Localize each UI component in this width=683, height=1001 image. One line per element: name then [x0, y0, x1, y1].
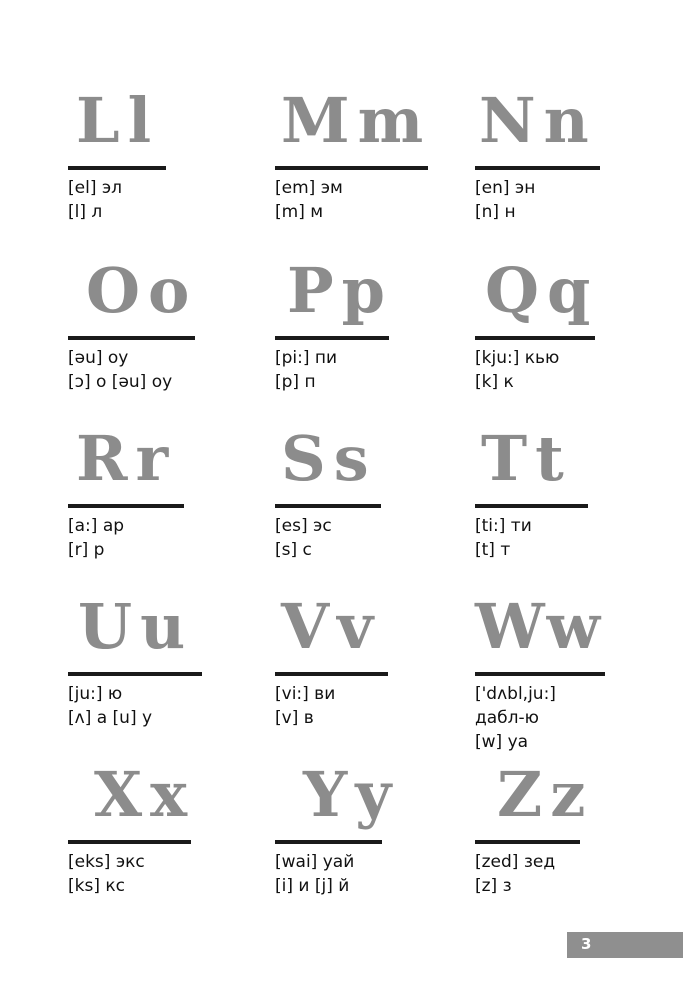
letter-glyphs: Qq [485, 254, 599, 327]
pronunciation-line: [əu] оу [68, 348, 129, 368]
letter-glyphs: Ll [76, 84, 160, 157]
pronunciation-line: [en] эн [475, 178, 536, 198]
divider [275, 504, 381, 508]
letter-card-w [475, 590, 675, 756]
pronunciation-line: [vi:] ви [275, 684, 336, 704]
pronunciation-line: [w] уа [475, 732, 529, 752]
pronunciation [68, 850, 145, 898]
page-number: 3 [581, 935, 592, 953]
pronunciation [475, 176, 535, 224]
letter-card-v [275, 590, 475, 756]
pronunciation-line: [p] п [275, 372, 316, 392]
pronunciation-line: [z] з [475, 876, 512, 896]
letter-glyphs: Ss [281, 422, 377, 495]
pronunciation-line: [t] т [475, 540, 511, 560]
divider [475, 840, 580, 844]
pronunciation [275, 514, 332, 562]
pronunciation-line: ['dʌbl,ju:] [475, 684, 556, 704]
pronunciation-line: [em] эм [275, 178, 343, 198]
letter-glyphs: Tt [481, 422, 572, 495]
letter-glyphs: Oo [86, 254, 198, 327]
letter-glyphs: Uu [78, 590, 194, 663]
pronunciation-line: [r] р [68, 540, 105, 560]
divider [475, 672, 605, 676]
pronunciation [475, 850, 555, 898]
letter-card-z [475, 758, 675, 924]
pronunciation [275, 176, 343, 224]
pronunciation-line: [ju:] ю [68, 684, 123, 704]
pronunciation-line: [k] к [475, 372, 514, 392]
divider [475, 166, 600, 170]
pronunciation [68, 682, 152, 730]
divider [68, 672, 202, 676]
letter-card-r [68, 422, 268, 588]
pronunciation-line: [pi:] пи [275, 348, 338, 368]
letter-card-l [68, 84, 268, 250]
pronunciation-line: [ʌ] а [u] у [68, 708, 153, 728]
letter-glyphs: Xx [94, 758, 196, 831]
pronunciation [68, 346, 172, 394]
pronunciation-line: [es] эс [275, 516, 332, 536]
letter-card-u [68, 590, 268, 756]
letter-card-s [275, 422, 475, 588]
letter-card-n [475, 84, 675, 250]
letter-glyphs: Nn [479, 84, 597, 157]
pronunciation-line: [s] с [275, 540, 312, 560]
letter-card-t [475, 422, 675, 588]
pronunciation [475, 514, 532, 562]
pronunciation-line: [v] в [275, 708, 314, 728]
divider [475, 336, 595, 340]
pronunciation [275, 850, 354, 898]
letter-glyphs: Ww [475, 590, 603, 663]
divider [68, 166, 166, 170]
letter-glyphs: Zz [497, 758, 594, 831]
pronunciation-line: [el] эл [68, 178, 123, 198]
divider [475, 504, 588, 508]
pronunciation-line: [n] н [475, 202, 516, 222]
letter-glyphs: Vv [281, 590, 382, 663]
letter-card-o [68, 254, 268, 420]
divider [275, 166, 428, 170]
letter-card-x [68, 758, 268, 924]
pronunciation [68, 514, 124, 562]
letter-card-q [475, 254, 675, 420]
letter-glyphs: Mm [281, 84, 432, 157]
divider [275, 840, 382, 844]
pronunciation [475, 682, 556, 754]
pronunciation-line: [ɔ] о [əu] оу [68, 372, 173, 392]
pronunciation-line: [kju:] кью [475, 348, 560, 368]
divider [68, 504, 184, 508]
pronunciation-line: [i] и [j] й [275, 876, 350, 896]
pronunciation [68, 176, 122, 224]
page-number-tab [567, 932, 683, 958]
pronunciation-line: [a:] ар [68, 516, 125, 536]
letter-card-m [275, 84, 475, 250]
pronunciation [475, 346, 559, 394]
letter-glyphs: Yy [303, 758, 400, 831]
letter-glyphs: Rr [76, 422, 177, 495]
divider [68, 840, 191, 844]
pronunciation [275, 682, 335, 730]
pronunciation-line: [zed] зед [475, 852, 556, 872]
pronunciation-line: дабл-ю [475, 708, 539, 728]
pronunciation-line: [m] м [275, 202, 324, 222]
divider [275, 672, 388, 676]
letter-card-p [275, 254, 475, 420]
letter-glyphs: Pp [287, 254, 393, 327]
letter-card-y [275, 758, 475, 924]
divider [275, 336, 389, 340]
pronunciation-line: [l] л [68, 202, 103, 222]
pronunciation-line: [wai] уай [275, 852, 355, 872]
divider [68, 336, 195, 340]
pronunciation [275, 346, 337, 394]
pronunciation-line: [ks] кс [68, 876, 125, 896]
pronunciation-line: [ti:] ти [475, 516, 532, 536]
pronunciation-line: [eks] экс [68, 852, 145, 872]
